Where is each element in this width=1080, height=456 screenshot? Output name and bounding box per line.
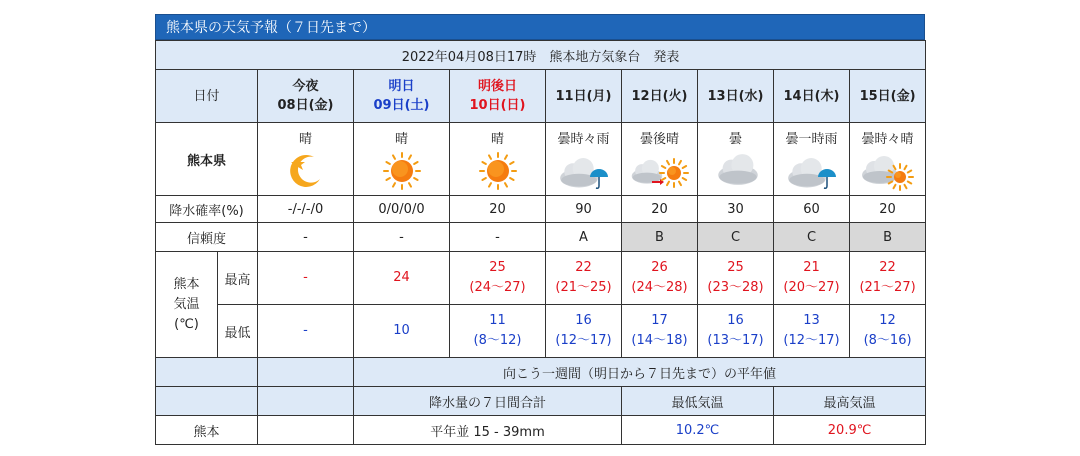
day-header — [258, 70, 354, 123]
max-temp-range: (23～28) — [707, 280, 764, 295]
weather-text: 曇時々晴 — [861, 131, 914, 147]
min-temp-cell — [774, 305, 850, 358]
weather-cell — [354, 123, 450, 196]
weather-cell — [450, 123, 546, 196]
day-name: 明日 — [388, 79, 415, 94]
day-name: 今夜 — [292, 79, 319, 94]
temp-label — [156, 252, 218, 358]
forecast-title: 熊本県の天気予報（７日先まで） — [155, 14, 925, 40]
temp-label-line1: 熊本 — [173, 276, 200, 292]
max-temp: 25 — [489, 260, 506, 275]
reliability-value: B — [622, 223, 698, 252]
day-header — [354, 70, 450, 123]
min-temp: 16 — [727, 313, 744, 328]
weather-cell — [774, 123, 850, 196]
day-header — [622, 70, 698, 123]
max-temp-cell — [258, 252, 354, 305]
avg-precip-label: 降水量の７日間合計 — [354, 387, 622, 416]
max-temp-range: (21～25) — [555, 280, 612, 295]
cloud-umbrella-icon — [546, 149, 621, 191]
day-header — [850, 70, 926, 123]
day-date: 08日(金) — [277, 98, 334, 113]
max-temp-cell — [622, 252, 698, 305]
cloud-sun-icon — [850, 149, 925, 191]
min-temp: 13 — [803, 313, 820, 328]
temp-label-line2: 気温 — [173, 296, 200, 312]
temp-label-line3: (℃) — [174, 316, 199, 332]
sun-icon — [450, 149, 545, 191]
day-date: 09日(土) — [373, 98, 430, 113]
forecast-table — [155, 40, 926, 445]
max-temp-cell — [450, 252, 546, 305]
reliability-value: A — [546, 223, 622, 252]
avg-blank-4 — [258, 387, 354, 416]
min-temp-cell — [546, 305, 622, 358]
day-header — [450, 70, 546, 123]
min-temp: 12 — [879, 313, 896, 328]
weather-cell — [258, 123, 354, 196]
min-temp: 10 — [393, 323, 410, 338]
cloud-icon — [698, 149, 773, 191]
max-temp-cell — [354, 252, 450, 305]
max-temp: 26 — [651, 260, 668, 275]
pop-label: 降水確率(%) — [156, 196, 258, 223]
avg-blank-1 — [156, 358, 258, 387]
min-temp-cell — [698, 305, 774, 358]
weekly-forecast — [155, 14, 925, 445]
max-temp: 21 — [803, 260, 820, 275]
weather-text: 晴 — [394, 131, 408, 147]
day-date: 15日(金) — [859, 88, 916, 104]
day-header — [546, 70, 622, 123]
weather-text: 曇時々雨 — [557, 131, 610, 147]
cloud-umbrella-icon — [774, 149, 849, 191]
issued-text: 2022年04月08日17時 熊本地方気象台 発表 — [156, 41, 926, 70]
min-label: 最低 — [218, 305, 258, 358]
avg-blank-2 — [258, 358, 354, 387]
min-temp: 11 — [489, 313, 506, 328]
min-temp-cell — [354, 305, 450, 358]
weather-cell — [622, 123, 698, 196]
reliability-value: B — [850, 223, 926, 252]
max-temp-cell — [546, 252, 622, 305]
pop-value: 20 — [850, 196, 926, 223]
reliability-label: 信頼度 — [156, 223, 258, 252]
weather-text: 晴 — [490, 131, 504, 147]
max-temp: 24 — [393, 270, 410, 285]
avg-precip-value: 平年並 15 - 39mm — [354, 416, 622, 445]
day-header — [698, 70, 774, 123]
pop-value: -/-/-/0 — [258, 196, 354, 223]
reliability-value: - — [450, 223, 546, 252]
weather-text: 曇後晴 — [639, 131, 679, 147]
avg-min-value: 10.2℃ — [622, 416, 774, 445]
pop-value: 20 — [450, 196, 546, 223]
max-temp-range: (20～27) — [783, 280, 840, 295]
max-temp: - — [303, 270, 308, 285]
moon-icon — [258, 149, 353, 191]
day-date: 14日(木) — [783, 88, 840, 104]
min-temp-range: (12～17) — [555, 333, 612, 348]
day-header — [774, 70, 850, 123]
avg-max-label: 最高気温 — [774, 387, 926, 416]
weather-text: 曇 — [728, 131, 742, 147]
weather-cell — [850, 123, 926, 196]
min-temp-cell — [258, 305, 354, 358]
min-temp-range: (12～17) — [783, 333, 840, 348]
min-temp-cell — [850, 305, 926, 358]
weather-text: 曇一時雨 — [785, 131, 838, 147]
max-temp-range: (24～28) — [631, 280, 688, 295]
avg-heading: 向こう一週間（明日から７日先まで）の平年値 — [354, 358, 926, 387]
max-temp-cell — [774, 252, 850, 305]
max-temp-range: (24～27) — [469, 280, 526, 295]
avg-blank-3 — [156, 387, 258, 416]
min-temp-range: (8～12) — [473, 333, 522, 348]
avg-min-label: 最低気温 — [622, 387, 774, 416]
pop-value: 60 — [774, 196, 850, 223]
avg-blank-5 — [258, 416, 354, 445]
min-temp-range: (13～17) — [707, 333, 764, 348]
day-name: 明後日 — [477, 79, 517, 94]
pop-value: 30 — [698, 196, 774, 223]
max-temp-cell — [698, 252, 774, 305]
min-temp-cell — [622, 305, 698, 358]
day-date: 12日(火) — [631, 88, 688, 104]
max-label: 最高 — [218, 252, 258, 305]
sun-icon — [354, 149, 449, 191]
max-temp: 25 — [727, 260, 744, 275]
weather-cell — [546, 123, 622, 196]
min-temp-range: (8～16) — [863, 333, 912, 348]
reliability-value: C — [774, 223, 850, 252]
reliability-value: - — [258, 223, 354, 252]
min-temp: 17 — [651, 313, 668, 328]
avg-station: 熊本 — [156, 416, 258, 445]
reliability-value: - — [354, 223, 450, 252]
min-temp-range: (14～18) — [631, 333, 688, 348]
max-temp: 22 — [575, 260, 592, 275]
weather-text: 晴 — [298, 131, 312, 147]
cloud-then-sun-icon — [622, 149, 697, 191]
date-label: 日付 — [156, 70, 258, 123]
reliability-value: C — [698, 223, 774, 252]
pop-value: 0/0/0/0 — [354, 196, 450, 223]
max-temp: 22 — [879, 260, 896, 275]
max-temp-range: (21～27) — [859, 280, 916, 295]
pop-value: 90 — [546, 196, 622, 223]
max-temp-cell — [850, 252, 926, 305]
pop-value: 20 — [622, 196, 698, 223]
min-temp-cell — [450, 305, 546, 358]
min-temp: 16 — [575, 313, 592, 328]
weather-cell — [698, 123, 774, 196]
day-date: 11日(月) — [555, 88, 612, 104]
min-temp: - — [303, 323, 308, 338]
avg-max-value: 20.9℃ — [774, 416, 926, 445]
region-label: 熊本県 — [156, 123, 258, 196]
day-date: 13日(水) — [707, 88, 764, 104]
day-date: 10日(日) — [469, 98, 526, 113]
